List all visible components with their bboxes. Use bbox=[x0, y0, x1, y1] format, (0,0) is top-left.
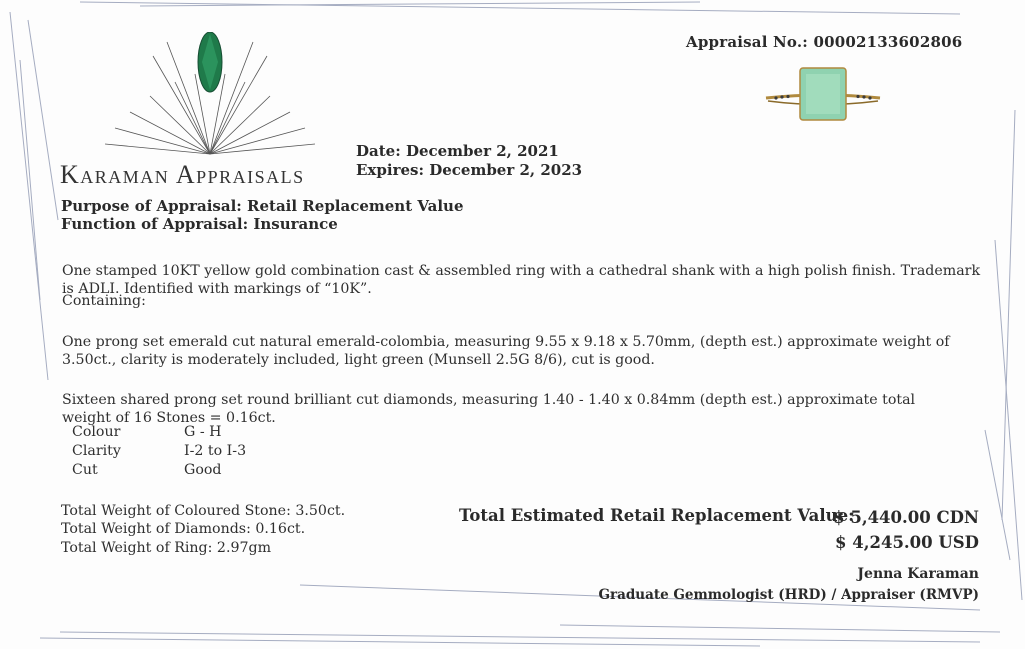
appraisal-date: Date: December 2, 2021 bbox=[356, 142, 559, 160]
grade-value: G - H bbox=[184, 424, 222, 440]
total-diamonds-weight: Total Weight of Diamonds: 0.16ct. bbox=[61, 521, 306, 537]
grade-row-cut bbox=[72, 462, 222, 478]
total-coloured-stone-weight: Total Weight of Coloured Stone: 3.50ct. bbox=[61, 503, 346, 519]
valuation-cdn: $ 5,440.00 CDN bbox=[833, 508, 979, 527]
valuation-label: Total Estimated Retail Replacement Value: bbox=[459, 506, 855, 525]
grade-label: Cut bbox=[72, 462, 98, 478]
emerald-description: One prong set emerald cut natural emerald-colombia, measuring 9.55 x 9.18 x 5.70mm, (depth est.) approximate weight of 3.50ct., clarity is moderately included, light green (Munsell 2.5G 8/6), cut is good. bbox=[62, 334, 950, 368]
grade-value: I-2 to I-3 bbox=[184, 443, 247, 459]
valuation-usd: $ 4,245.00 USD bbox=[835, 533, 979, 552]
function-of-appraisal: Function of Appraisal: Insurance bbox=[61, 215, 338, 233]
grade-value: Good bbox=[184, 462, 222, 478]
appraisal-number: Appraisal No.: 00002133602806 bbox=[686, 33, 963, 51]
emerald-ring-photo bbox=[758, 58, 888, 128]
marquise-gem-fan-logo bbox=[95, 32, 325, 162]
total-ring-weight: Total Weight of Ring: 2.97gm bbox=[61, 540, 272, 556]
diamonds-description: Sixteen shared prong set round brilliant cut diamonds, measuring 1.40 - 1.40 x 0.84mm (depth est.) approximate total weight of 16 Stones = 0.16ct. bbox=[62, 392, 916, 426]
appraiser-name: Jenna Karaman bbox=[857, 566, 979, 582]
grade-row-colour bbox=[72, 424, 222, 440]
grade-label: Clarity bbox=[72, 443, 121, 459]
expiry-date: Expires: December 2, 2023 bbox=[356, 161, 583, 179]
appraiser-title: Graduate Gemmologist (HRD) / Appraiser (RMVP) bbox=[598, 587, 979, 603]
containing-label: Containing: bbox=[62, 293, 146, 309]
grade-label: Colour bbox=[72, 424, 121, 440]
purpose-of-appraisal: Purpose of Appraisal: Retail Replacement Value bbox=[61, 197, 464, 215]
grade-row-clarity bbox=[72, 443, 246, 459]
ring-description: One stamped 10KT yellow gold combination cast & assembled ring with a cathedral shank with a high polish finish. Trademark is ADLI. Identified with markings of “10K”. bbox=[62, 263, 981, 297]
company-name: Karaman Appraisals bbox=[60, 160, 305, 189]
